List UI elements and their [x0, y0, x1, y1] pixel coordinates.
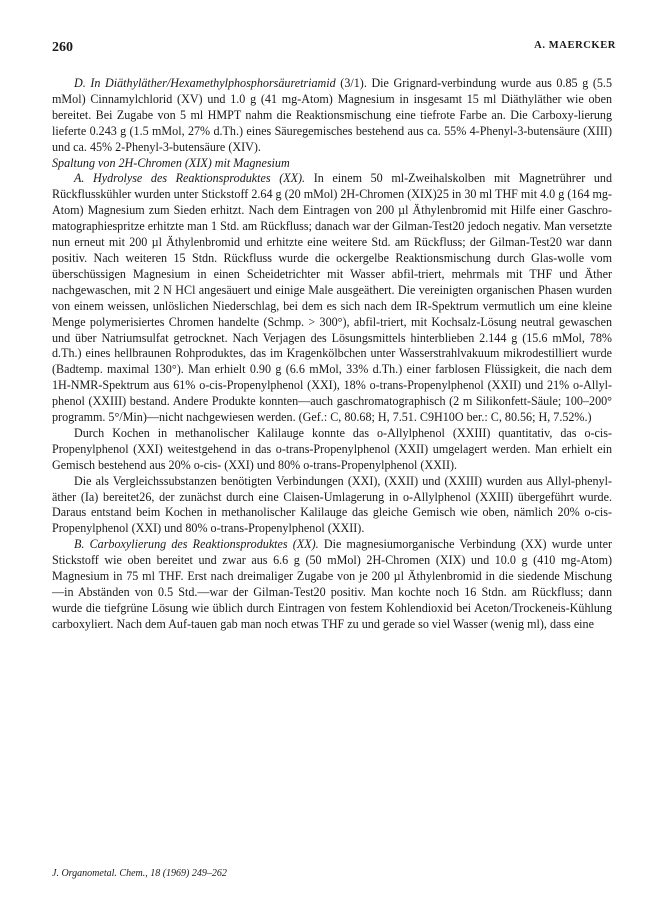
- paragraph-vergleichssubstanzen: [52, 474, 612, 538]
- journal-citation: J. Organometal. Chem., 18 (1969) 249–262: [52, 868, 227, 879]
- running-head: A. MAERCKER: [534, 40, 616, 51]
- section-heading: Spaltung von 2H-Chromen (XIX) mit Magnesium: [52, 155, 290, 170]
- paragraph-text: (3/1). Die Grignard-verbindung wurde aus 0.85 g (5.5 mMol) Cinnamylchlorid (XV) und 1.0 g (41 mg-Atom) Magnesium in insgesamt 15 ml Diäthyläther wie oben bereitet. Bei Zugabe von 5 ml HMPT nahm die Reaktionsmischung eine tiefrote Farbe an. Die Carboxy-lierung lieferte 0.243 g (1.5 mMol, 27% d.Th.) eines Säuregemisches bestehend aus ca. 55% 4-Phenyl-3-butensäure (XIII) und ca. 45% 2-Phenyl-3-butensäure (XIV).: [52, 76, 613, 154]
- paragraph-text: In einem 50 ml-Zweihalskolben mit Magnetrührer und Rückflusskühler wurden unter Stickstoff 2.64 g (20 mMol) 2H-Chromen (XIX)25 in 30 ml THF mit 4.0 g (164 mg-Atom) Magnesium zum Sieden erhitzt. Nach dem Eintragen von 200 µl Äthylenbromid mit Hilfe einer Gaschro-matographiespritze erhitzte man 1 Std. am Rückfluss; danach war der Gilman-Test20 jedoch negativ. Man versetzte nun erneut mit 200 µl Äthylenbromid und erhitzte eine weitere Std. am Rückfluss; der Gilman-Test20 war dann positiv. Nach weiteren 15 Stdn. Rückfluss wurde die ockergelbe Reaktionsmischung durch Glas-wolle vom überschüssigen Magnesium in einen Scheidetrichter mit Wasser abfil-triert, mehrmals mit THF und Äther nachgewaschen, mit 2 N HCl angesäuert und einige Male ausgeäthert. Die vereinigten organischen Phasen wurden von einem weissen, unlöslichen Niederschlag, bei dem es sich nach dem IR-Spektrum vermutlich um eine kleine Menge polymerisiertes Chromen handelte (Schmp. > 300°), abfil-triert, mit Kochsalz-Lösung neutral gewaschen und über Natriumsulfat getrocknet. Nach Verjagen des Lösungsmittels hinterblieben 2.144 g (15.6 mMol, 78% d.Th.) eines hellbraunen Rohproduktes, das im Kragenkölbchen unter Wasserstrahlvakuum mikrodestilliert wurde (Badtemp. maximal 130°). Man erhielt 0.90 g (6.6 mMol, 33% d.Th.) einer farblosen Flüssigkeit, die nach dem 1H-NMR-Spektrum aus 61% o-cis-Propenylphenol (XXI), 18% o-trans-Propenylphenol (XXII) und 21% o-Allyl-phenol (XXIII) bestand. Andere Produkte konnten—auch gaschromatographisch (2 m Silikonfett-Säule; 100–200° programm. 5°/Min)—nicht nachgewiesen werden. (Gef.: C, 80.68; H, 7.51. C9H10O ber.: C, 80.56; H, 7.52%.): [52, 171, 612, 425]
- paragraph-label: D. In Diäthyläther/Hexamethylphosphorsäuretriamid: [74, 76, 336, 90]
- body-text: [52, 76, 612, 633]
- paragraph-label: A. Hydrolyse des Reaktionsproduktes (XX).: [74, 171, 306, 186]
- paragraph-a-hydrolyse: [52, 171, 612, 426]
- paragraph-text: Durch Kochen in methanolischer Kalilauge konnte das o-Allylphenol (XXIII) quantitativ, das o-cis-Propenylphenol (XXI) weitestgehend in das o-trans-Propenylphenol (XXII) umgelagert werden. Man erhielt ein Gemisch bestehend aus 20% o-cis- (XXI) und 80% o-trans-Propenylphenol (XXII).: [52, 425, 612, 472]
- paragraph-text: Die magnesiumorganische Verbindung (XX) wurde unter Stickstoff wie oben bereitet und zwar aus 6.6 g (50 mMol) 2H-Chromen (XIX) und 10.0 g (410 mg-Atom) Magnesium in 75 ml THF. Erst nach dreimaliger Zugabe von je 200 µl Äthylenbromid in die siedende Mischung —in Abständen von 0.5 Std.—war der Gilman-Test20 positiv. Man kochte noch 16 Stdn. am Rückfluss; dann wurde die tiefgrüne Lösung wie üblich durch Eintragen von festem Kohlendioxid bei Aceton/Trockeneis-Kühlung carboxyliert. Nach dem Auf-tauen gab man noch etwas THF zu und gerade so viel Wasser (wenig ml), dass eine: [52, 537, 612, 631]
- paragraph-text: Die als Vergleichssubstanzen benötigten Verbindungen (XXI), (XXII) und (XXIII) wurden aus Allyl-phenyl-äther (Ia) bereitet26, der zunächst durch eine Claisen-Umlagerung in o-Allylphenol (XXIII) übergeführt wurde. Daraus entstand beim Kochen in methanolischer Kalilauge das gleiche Gemisch wie oben, nämlich 20% o-cis-Propenylphenol (XXI) und 80% o-trans-Propenylphenol (XXII).: [52, 473, 612, 536]
- paragraph-label: B. Carboxylierung des Reaktionsproduktes (XX).: [74, 537, 319, 552]
- paragraph-b-carboxylierung: [52, 537, 612, 632]
- paragraph-kalilauge: [52, 426, 612, 474]
- page-header: [52, 40, 616, 58]
- paragraph-d-diethylether: [52, 76, 612, 156]
- page-number: 260: [52, 40, 73, 55]
